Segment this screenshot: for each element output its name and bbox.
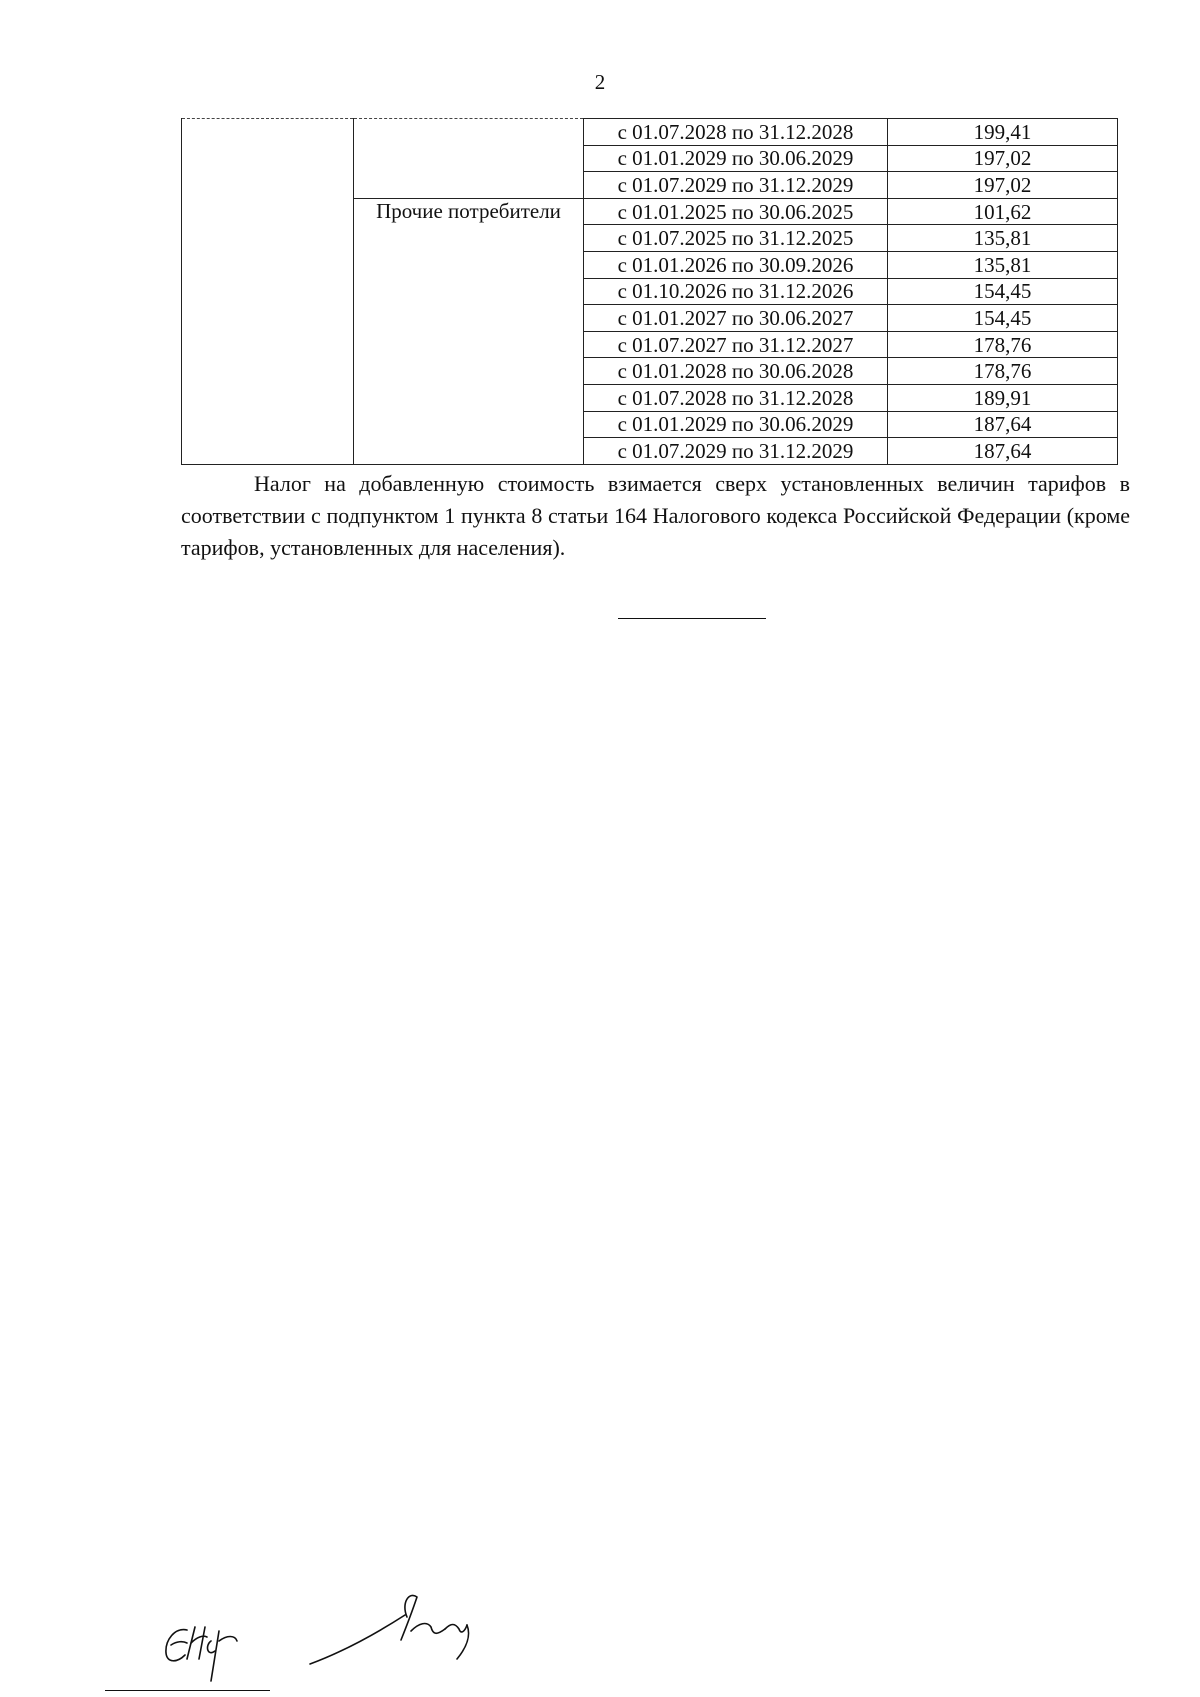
vat-note: Налог на добавленную стоимость взимается сверх установленных величин тарифов в соответствии с подпунктом 1 пункта 8 статьи 164 Налогового кодекса Российской Федерации (кроме тарифов, установленных для населения). <box>181 471 1130 560</box>
period-cell: с 01.01.2025 по 30.06.2025 <box>584 198 888 225</box>
tariff-value-cell: 178,76 <box>888 331 1118 358</box>
period-cell: с 01.10.2026 по 31.12.2026 <box>584 278 888 305</box>
period-cell: с 01.07.2027 по 31.12.2027 <box>584 331 888 358</box>
tariff-value-cell: 135,81 <box>888 251 1118 278</box>
table-row <box>182 119 1118 146</box>
initials-signature <box>166 1627 237 1681</box>
continued-consumer-cell <box>354 119 584 199</box>
period-cell: с 01.07.2029 по 31.12.2029 <box>584 172 888 199</box>
period-cell: с 01.01.2027 по 30.06.2027 <box>584 305 888 332</box>
end-divider <box>618 618 766 619</box>
period-cell: с 01.01.2026 по 30.09.2026 <box>584 251 888 278</box>
period-cell: с 01.07.2029 по 31.12.2029 <box>584 438 888 465</box>
signature-area <box>95 1585 495 1697</box>
signature-line <box>105 1690 270 1691</box>
tariff-value-cell: 154,45 <box>888 278 1118 305</box>
tariff-table-body <box>182 119 1118 465</box>
signatures-graphic <box>95 1585 495 1697</box>
tariff-value-cell: 178,76 <box>888 358 1118 385</box>
tariff-value-cell: 189,91 <box>888 384 1118 411</box>
period-cell: с 01.01.2029 по 30.06.2029 <box>584 145 888 172</box>
page-number: 2 <box>594 70 606 94</box>
tariff-table <box>181 118 1118 465</box>
tariff-value-cell: 199,41 <box>888 119 1118 146</box>
consumer-group-label: Прочие потребители <box>354 198 584 464</box>
tariff-value-cell: 135,81 <box>888 225 1118 252</box>
empty-number-cell <box>182 119 354 465</box>
period-cell: с 01.07.2028 по 31.12.2028 <box>584 384 888 411</box>
tariff-value-cell: 197,02 <box>888 172 1118 199</box>
period-cell: с 01.01.2029 по 30.06.2029 <box>584 411 888 438</box>
tariff-value-cell: 187,64 <box>888 411 1118 438</box>
tariff-value-cell: 197,02 <box>888 145 1118 172</box>
period-cell: с 01.01.2028 по 30.06.2028 <box>584 358 888 385</box>
period-cell: с 01.07.2028 по 31.12.2028 <box>584 119 888 146</box>
tariff-value-cell: 187,64 <box>888 438 1118 465</box>
tariff-value-cell: 154,45 <box>888 305 1118 332</box>
main-signature <box>310 1595 469 1664</box>
period-cell: с 01.07.2025 по 31.12.2025 <box>584 225 888 252</box>
tariff-value-cell: 101,62 <box>888 198 1118 225</box>
